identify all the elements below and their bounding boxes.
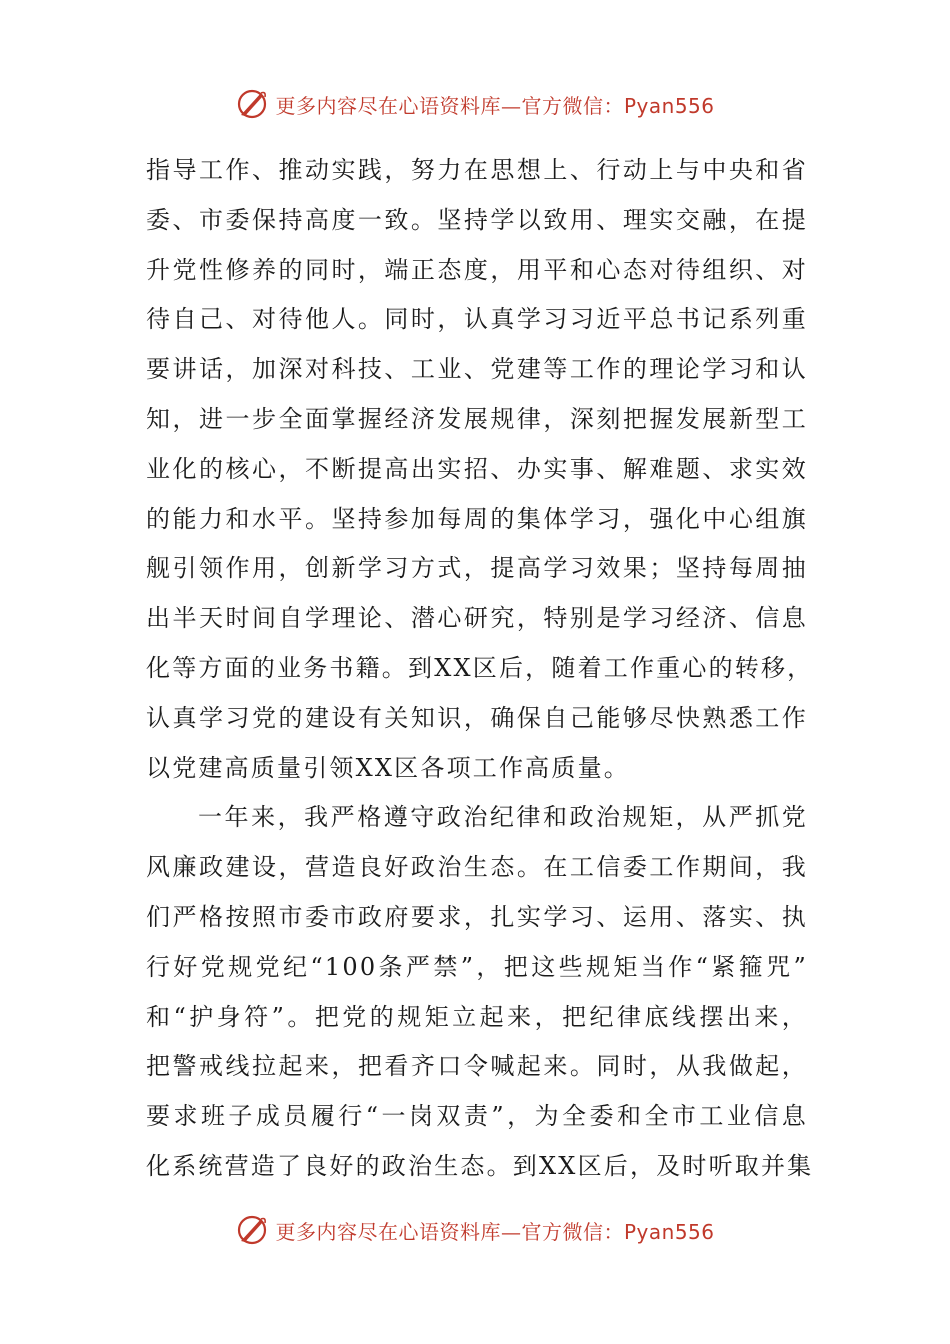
footer-banner [0, 1210, 950, 1250]
text-line: 知，进一步全面掌握经济发展规律，深刻把握发展新型工 [146, 404, 808, 433]
text-line: 和“护身符”。把党的规矩立起来，把纪律底线摆出来， [146, 1002, 808, 1031]
paragraph-2 [146, 793, 814, 1191]
paragraph-1 [146, 146, 814, 793]
footer-separator: — [500, 1219, 522, 1244]
header-site-text: 更多内容尽在心语资料库 [275, 93, 501, 118]
footer-site-text: 更多内容尽在心语资料库 [275, 1219, 501, 1244]
text-line: 业化的核心，不断提高出实招、办实事、解难题、求实效 [146, 454, 808, 483]
text-line: 待自己、对待他人。同时，认真学习习近平总书记系列重 [146, 305, 808, 334]
text-line: 升党性修养的同时，端正态度，用平和心态对待组织、对 [146, 255, 808, 284]
text-line: 们严格按照市委市政府要求，扎实学习、运用、落实、执 [146, 902, 808, 931]
text-line: 指导工作、推动实践，努力在思想上、行动上与中央和省 [146, 156, 808, 184]
text-line: 化等方面的业务书籍。到XX区后，随着工作重心的转移， [146, 653, 814, 682]
footer-wechat-label: 官方微信： [521, 1219, 624, 1244]
text-line: 要求班子成员履行“一岗双责”，为全委和全市工业信息 [146, 1102, 808, 1131]
text-line: 委、市委保持高度一致。坚持学以致用、理实交融，在提 [146, 205, 808, 234]
text-line: 的能力和水平。坚持参加每周的集体学习，强化中心组旗 [146, 504, 808, 533]
header-text [275, 90, 714, 119]
footer-wechat-id: Pyan556 [623, 1219, 715, 1244]
text-line: 一年来，我严格遵守政治纪律和政治规矩，从严抓党 [198, 803, 808, 832]
footer-text [275, 1216, 714, 1245]
text-line: 化系统营造了良好的政治生态。到XX区后，及时听取并集 [146, 1151, 814, 1180]
text-line: 把警戒线拉起来，把看齐口令喊起来。同时，从我做起， [146, 1052, 808, 1081]
header-separator: — [500, 93, 522, 118]
quill-pen-logo-icon [235, 1213, 269, 1247]
header-wechat-id: Pyan556 [623, 93, 715, 118]
document-body [146, 146, 814, 1192]
text-line: 风廉政建设，营造良好政治生态。在工信委工作期间，我 [146, 853, 808, 882]
text-line: 行好党规党纪“100条严禁”，把这些规矩当作“紧箍咒” [146, 952, 808, 981]
text-line: 以党建高质量引领XX区各项工作高质量。 [146, 753, 630, 782]
quill-pen-logo-icon [235, 87, 269, 121]
header-banner [0, 84, 950, 124]
header-wechat-label: 官方微信： [521, 93, 624, 118]
text-line: 要讲话，加深对科技、工业、党建等工作的理论学习和认 [146, 355, 808, 384]
text-line: 出半天时间自学理论、潜心研究，特别是学习经济、信息 [146, 604, 808, 633]
text-line: 认真学习党的建设有关知识，确保自己能够尽快熟悉工作 [146, 703, 808, 732]
text-line: 舰引领作用，创新学习方式，提高学习效果；坚持每周抽 [146, 554, 808, 583]
